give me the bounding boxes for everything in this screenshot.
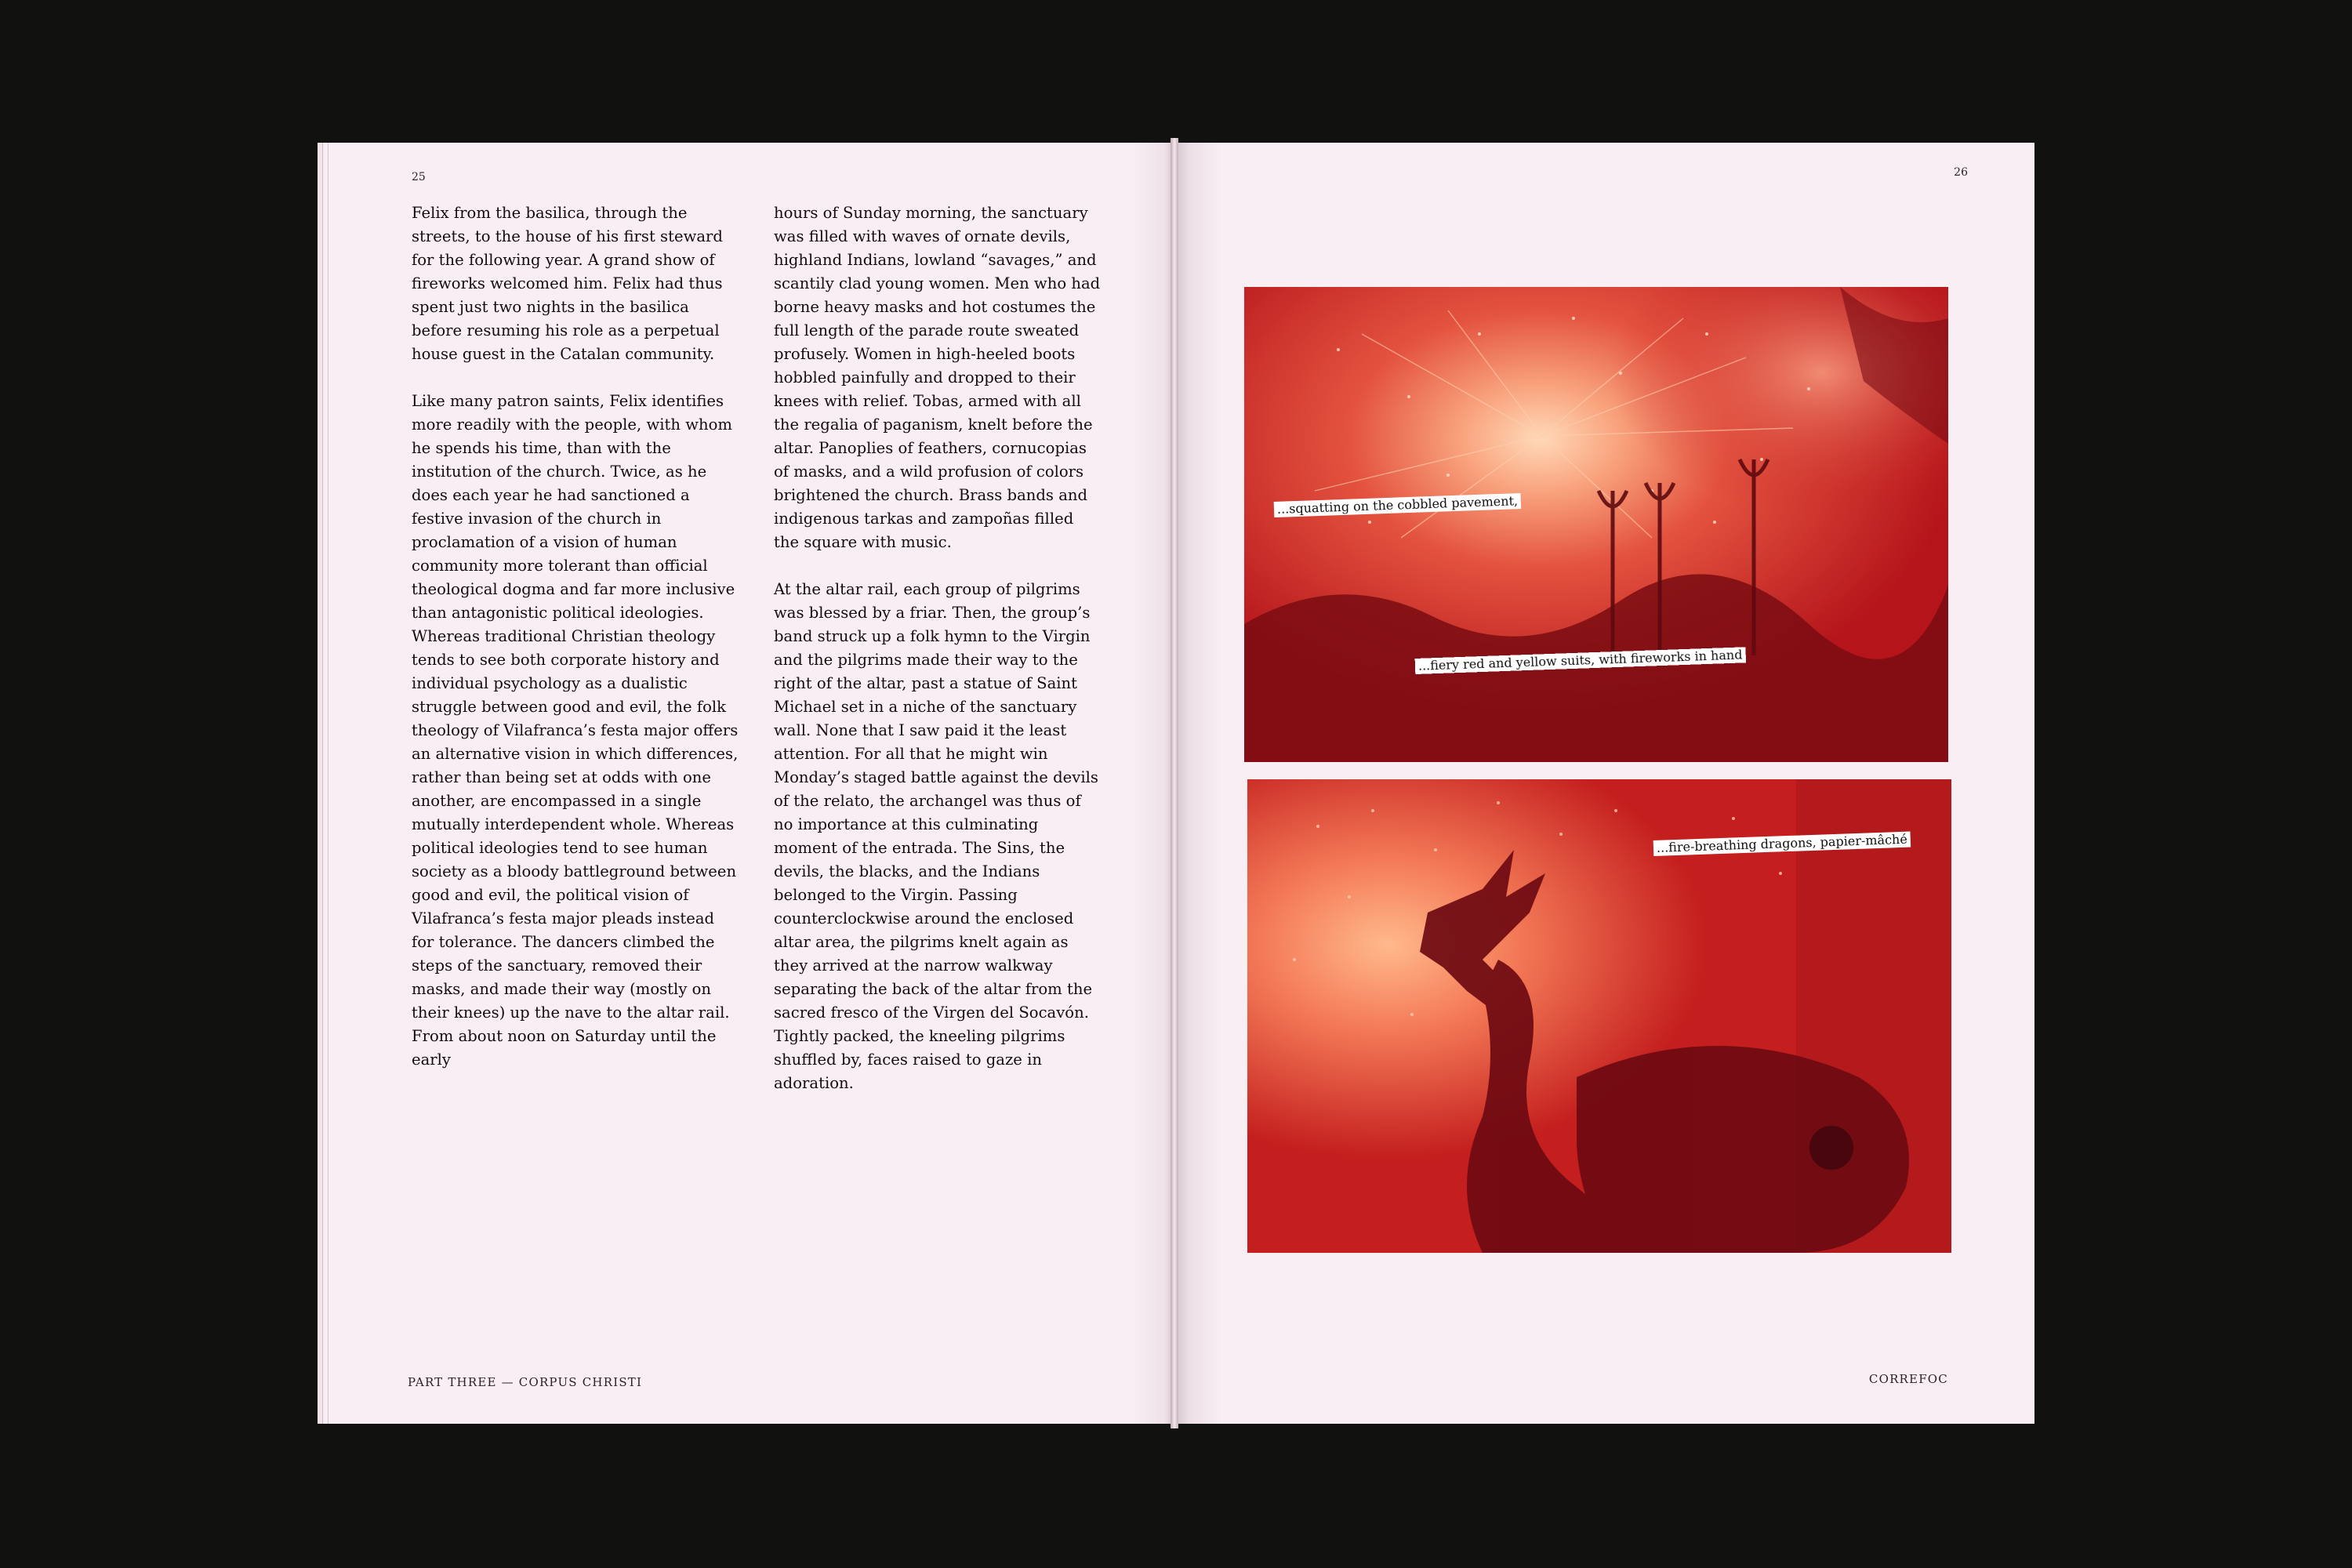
page-number-right: 26 (1954, 166, 1968, 179)
left-page (318, 143, 1174, 1424)
book-spread (318, 143, 2034, 1424)
photo-caption: ...squatting on the cobbled pavement, (1274, 493, 1522, 517)
photo-caption: ...fiery red and yellow suits, with fireworks in hand (1415, 647, 1746, 674)
paragraph: Like many patron saints, Felix identifies more readily with the people, with whom he spends his time, than with the institution of the church. Twice, as he does each year he had sanctioned a festive invasion of the church in proclamation of a vision of human community more tolerant than official theological dogma and far more inclusive than antagonistic political ideologies. Whereas traditional Christian theology tends to see both corporate history and individual psychology as a dualistic struggle between good and evil, the folk theology of Vilafranca’s festa major offers an alternative vision in which differences, rather than being set at odds with one another, are encompassed in a single mutually interdependent whole. Whereas political ideologies tend to see human society as a bloody battleground between good and evil, the political vision of Vilafranca’s festa major pleads instead for tolerance. The dancers climbed the steps of the sanctuary, removed their masks, and made their way (mostly on their knees) up the nave to the altar rail. From about noon on Saturday until the early (412, 392, 739, 1069)
photo-fireworks-image (1244, 287, 1948, 762)
text-column-1 (412, 201, 741, 1095)
paragraph: At the altar rail, each group of pilgrims was blessed by a friar. Then, the group’s band struck up a folk hymn to the Virgin and the pilgrims made their way to the right of the altar, past a statue of Saint Michael set in a niche of the sanctuary wall. None that I saw paid it the least attention. For all that he might win Monday’s staged battle against the devils of the relato, the archangel was thus of no importance at this culminating moment of the entrada. The Sins, the devils, the blacks, and the Indians belonged to the Virgin. Passing counterclockwise around the enclosed altar area, the pilgrims knelt again as they arrived at the narrow walkway separating the back of the altar from the sacred fresco of the Virgen del Socavón. Tightly packed, the kneeling pilgrims shuffled by, faces raised to gaze in adoration. (774, 580, 1098, 1092)
book-gutter (1171, 138, 1178, 1428)
photo-fireworks-devils (1244, 287, 1948, 762)
running-footer-left: PART THREE — CORPUS CHRISTI (408, 1375, 643, 1389)
text-column-2 (774, 201, 1103, 1119)
right-page (1174, 143, 2034, 1424)
page-number-left: 25 (412, 171, 426, 183)
page-edges (322, 143, 328, 1424)
paragraph: Felix from the basilica, through the streets, to the house of his first steward for the following year. A grand show of fireworks welcomed him. Felix had thus spent just two nights in the basilica before resuming his role as a perpetual house guest in the Catalan community. (412, 204, 723, 363)
running-footer-right: CORREFOC (1868, 1372, 1948, 1386)
photo-fire-dragon (1247, 779, 1951, 1253)
photo-caption: ...fire-breathing dragons, papier-mâché (1653, 832, 1911, 856)
paragraph: hours of Sunday morning, the sanctuary was filled with waves of ornate devils, highland Indians, lowland “savages,” and scantily clad young women. Men who had borne heavy masks and hot costumes the full length of the parade route sweated profusely. Women in high-heeled boots hobbled painfully and dropped to their knees with relief. Tobas, armed with all the regalia of paganism, knelt before the altar. Panoplies of feathers, cornucopias of masks, and a wild profusion of colors brightened the church. Brass bands and indigenous tarkas and zampoñas filled the square with music. (774, 204, 1101, 551)
photo-dragon-image (1247, 779, 1951, 1253)
